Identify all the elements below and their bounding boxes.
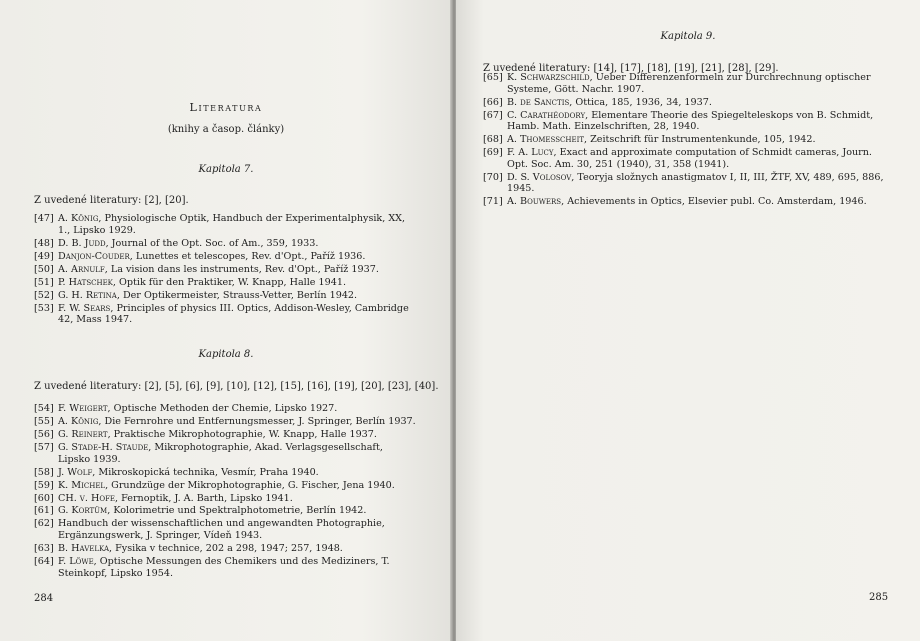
chapter-8-reference-list — [34, 403, 418, 581]
reference-text: La vision dans les instruments, Rev. d'Opt., Paříž 1937. — [107, 263, 379, 275]
reference-author: P. Hatschek, — [58, 276, 116, 288]
reference-item — [483, 134, 891, 146]
reference-text: Ueber Differenzenformeln zur Durchrechnung optischer Systeme, Gött. Nachr. 1907. — [507, 72, 871, 95]
reference-text: Physiologische Optik, Handbuch der Experimentalphysik, XX, 1., Lipsko 1929. — [58, 213, 406, 236]
reference-number: [53] — [34, 302, 54, 314]
reference-item — [34, 505, 418, 517]
reference-number: [60] — [34, 492, 54, 504]
page-number-left: 284 — [34, 593, 54, 604]
reference-item — [34, 518, 418, 541]
reference-text: Optische Messungen des Chemikers und des Mediziners, T. Steinkopf, Lipsko 1954. — [58, 556, 390, 579]
reference-author: J. Wolf, — [58, 466, 96, 478]
reference-number: [50] — [34, 263, 54, 275]
reference-number: [69] — [483, 147, 503, 159]
reference-author: A. Bouwers, — [507, 196, 565, 208]
chapter-9-reference-list — [483, 72, 891, 209]
literature-heading: Literatura — [189, 101, 263, 114]
reference-number: [70] — [483, 171, 503, 183]
reference-item — [34, 429, 418, 441]
reference-item — [34, 264, 418, 276]
reference-item — [483, 172, 891, 195]
reference-author: C. Carathéodory, — [507, 109, 589, 121]
reference-author: G. Stade-H. Staude, — [58, 441, 152, 453]
reference-item — [34, 480, 418, 492]
right-page — [456, 0, 920, 641]
reference-item — [34, 403, 418, 415]
reference-number: [49] — [34, 250, 54, 262]
reference-author: G. Reinert, — [58, 428, 111, 440]
reference-text: Optische Methoden der Chemie, Lipsko 1927. — [110, 403, 338, 414]
reference-text: Journal of the Opt. Soc. of Am., 359, 1933. — [108, 237, 319, 249]
reference-number: [48] — [34, 237, 54, 249]
reference-item — [483, 97, 891, 109]
reference-author: F. Löwe, — [58, 556, 97, 568]
reference-author: F. A. Lucy, — [507, 147, 557, 159]
reference-text: Kolorimetrie und Spektralphotometrie, Berlín 1942. — [110, 505, 367, 517]
reference-number: [65] — [483, 72, 503, 83]
reference-text: Die Fernrohre und Entfernungsmesser, J. Springer, Berlín 1937. — [101, 415, 416, 427]
chapter-7-reference-list — [34, 213, 418, 327]
reference-text: Mikroskopická technika, Vesmír, Praha 1940. — [95, 466, 319, 478]
reference-item — [34, 251, 418, 263]
reference-item — [34, 213, 418, 236]
reference-author: CH. v. Hofe, — [58, 492, 119, 504]
reference-text: Principles of physics III. Optics, Addison-Wesley, Cambridge 42, Mass 1947. — [58, 302, 409, 326]
chapter-8-title: Kapitola 8. — [198, 349, 254, 360]
reference-author: F. Weigert, — [58, 403, 111, 414]
reference-item — [34, 277, 418, 289]
reference-author: B. Havelka, — [58, 543, 113, 555]
chapter-9-sources: Z uvedené literatury: [14], [17], [18], [19], [21], [28], [29]. — [483, 63, 779, 74]
reference-number: [61] — [34, 505, 54, 517]
reference-item — [34, 467, 418, 479]
reference-number: [51] — [34, 276, 54, 288]
reference-text: Fysika v technice, 202 a 298, 1947; 257, 1948. — [112, 543, 343, 555]
reference-number: [54] — [34, 403, 54, 414]
reference-number: [59] — [34, 479, 54, 491]
reference-author: A. Thomesscheit, — [507, 134, 588, 146]
reference-number: [47] — [34, 213, 54, 224]
literature-subheading: (knihy a časop. články) — [167, 124, 285, 135]
reference-text: Achievements in Optics, Elsevier publ. Co. Amsterdam, 1946. — [564, 196, 867, 208]
reference-author: A. König, — [58, 213, 102, 224]
reference-text: Lunettes et telescopes, Rev. d'Opt., Paříž 1936. — [132, 250, 366, 262]
reference-author: D. S. Volosov, — [507, 171, 575, 183]
reference-item — [483, 110, 891, 133]
reference-number: [62] — [34, 518, 54, 530]
reference-text: Der Optikermeister, Strauss-Vetter, Berlín 1942. — [119, 289, 358, 301]
reference-item — [34, 556, 418, 579]
reference-number: [66] — [483, 96, 503, 108]
reference-number: [56] — [34, 428, 54, 440]
reference-number: [71] — [483, 196, 503, 208]
reference-item — [34, 493, 418, 505]
reference-author: F. W. Sears, — [58, 302, 114, 314]
reference-item — [34, 238, 418, 250]
reference-author: B. de Sanctis, — [507, 96, 573, 108]
reference-author: D. B. Judd, — [58, 237, 109, 249]
reference-text: Ottica, 185, 1936, 34, 1937. — [572, 96, 712, 108]
reference-item — [34, 543, 418, 555]
page-number-right: 285 — [869, 592, 889, 603]
chapter-7-sources: Z uvedené literatury: [2], [20]. — [34, 195, 189, 206]
reference-text: Praktische Mikrophotographie, W. Knapp, Halle 1937. — [110, 428, 377, 440]
reference-number: [58] — [34, 466, 54, 478]
reference-author: K. Michel, — [58, 479, 109, 491]
reference-author: K. Schwarzschild, — [507, 72, 593, 83]
reference-item — [483, 147, 891, 170]
reference-item — [483, 72, 891, 95]
reference-text: Exact and approximate computation of Schmidt cameras, Journ. Opt. Soc. Am. 30, 251 (1940), 31, 358 (1941). — [507, 147, 872, 170]
reference-number: [64] — [34, 556, 54, 568]
reference-text: Optik für den Praktiker, W. Knapp, Halle 1941. — [115, 276, 346, 288]
reference-text: Fernoptik, J. A. Barth, Lipsko 1941. — [118, 492, 293, 504]
reference-number: [57] — [34, 441, 54, 453]
reference-number: [67] — [483, 109, 503, 121]
reference-text: Teoryja složnych anastigmatov I, II, III, ŽTF, XV, 489, 695, 886, 1945. — [507, 171, 884, 195]
reference-number: [52] — [34, 289, 54, 301]
reference-number: [55] — [34, 415, 54, 427]
reference-number: [63] — [34, 543, 54, 555]
reference-text: Elementare Theorie des Spiegelteleskops von B. Schmidt, Hamb. Math. Einzelschriften, 28, 1940. — [507, 109, 874, 133]
reference-item — [34, 303, 418, 326]
reference-item — [34, 416, 418, 428]
reference-author: Danjon-Couder, — [58, 250, 133, 262]
reference-text: Mikrophotographie, Akad. Verlagsgesellschaft, Lipsko 1939. — [58, 441, 383, 465]
reference-text: Grundzüge der Mikrophotographie, G. Fischer, Jena 1940. — [108, 479, 395, 491]
reference-author: G. H. Retina, — [58, 289, 120, 301]
reference-author: G. Kortüm, — [58, 505, 111, 517]
reference-item — [34, 290, 418, 302]
chapter-8-sources: Z uvedené literatury: [2], [5], [6], [9], [10], [12], [15], [16], [19], [20], [23], [40]. — [34, 381, 439, 392]
chapter-7-title: Kapitola 7. — [198, 164, 254, 175]
left-page — [0, 0, 452, 641]
reference-author: A. Arnulf, — [58, 263, 108, 275]
reference-author: A. König, — [58, 415, 102, 427]
reference-item — [34, 442, 418, 465]
reference-text: Handbuch der wissenschaftlichen und angewandten Photographie, Ergänzungswerk, J. Springer, Vídeň 1943. — [58, 518, 385, 542]
reference-text: Zeitschrift für Instrumentenkunde, 105, 1942. — [587, 134, 816, 146]
reference-item — [483, 196, 891, 208]
reference-number: [68] — [483, 134, 503, 146]
chapter-9-title: Kapitola 9. — [660, 31, 716, 42]
